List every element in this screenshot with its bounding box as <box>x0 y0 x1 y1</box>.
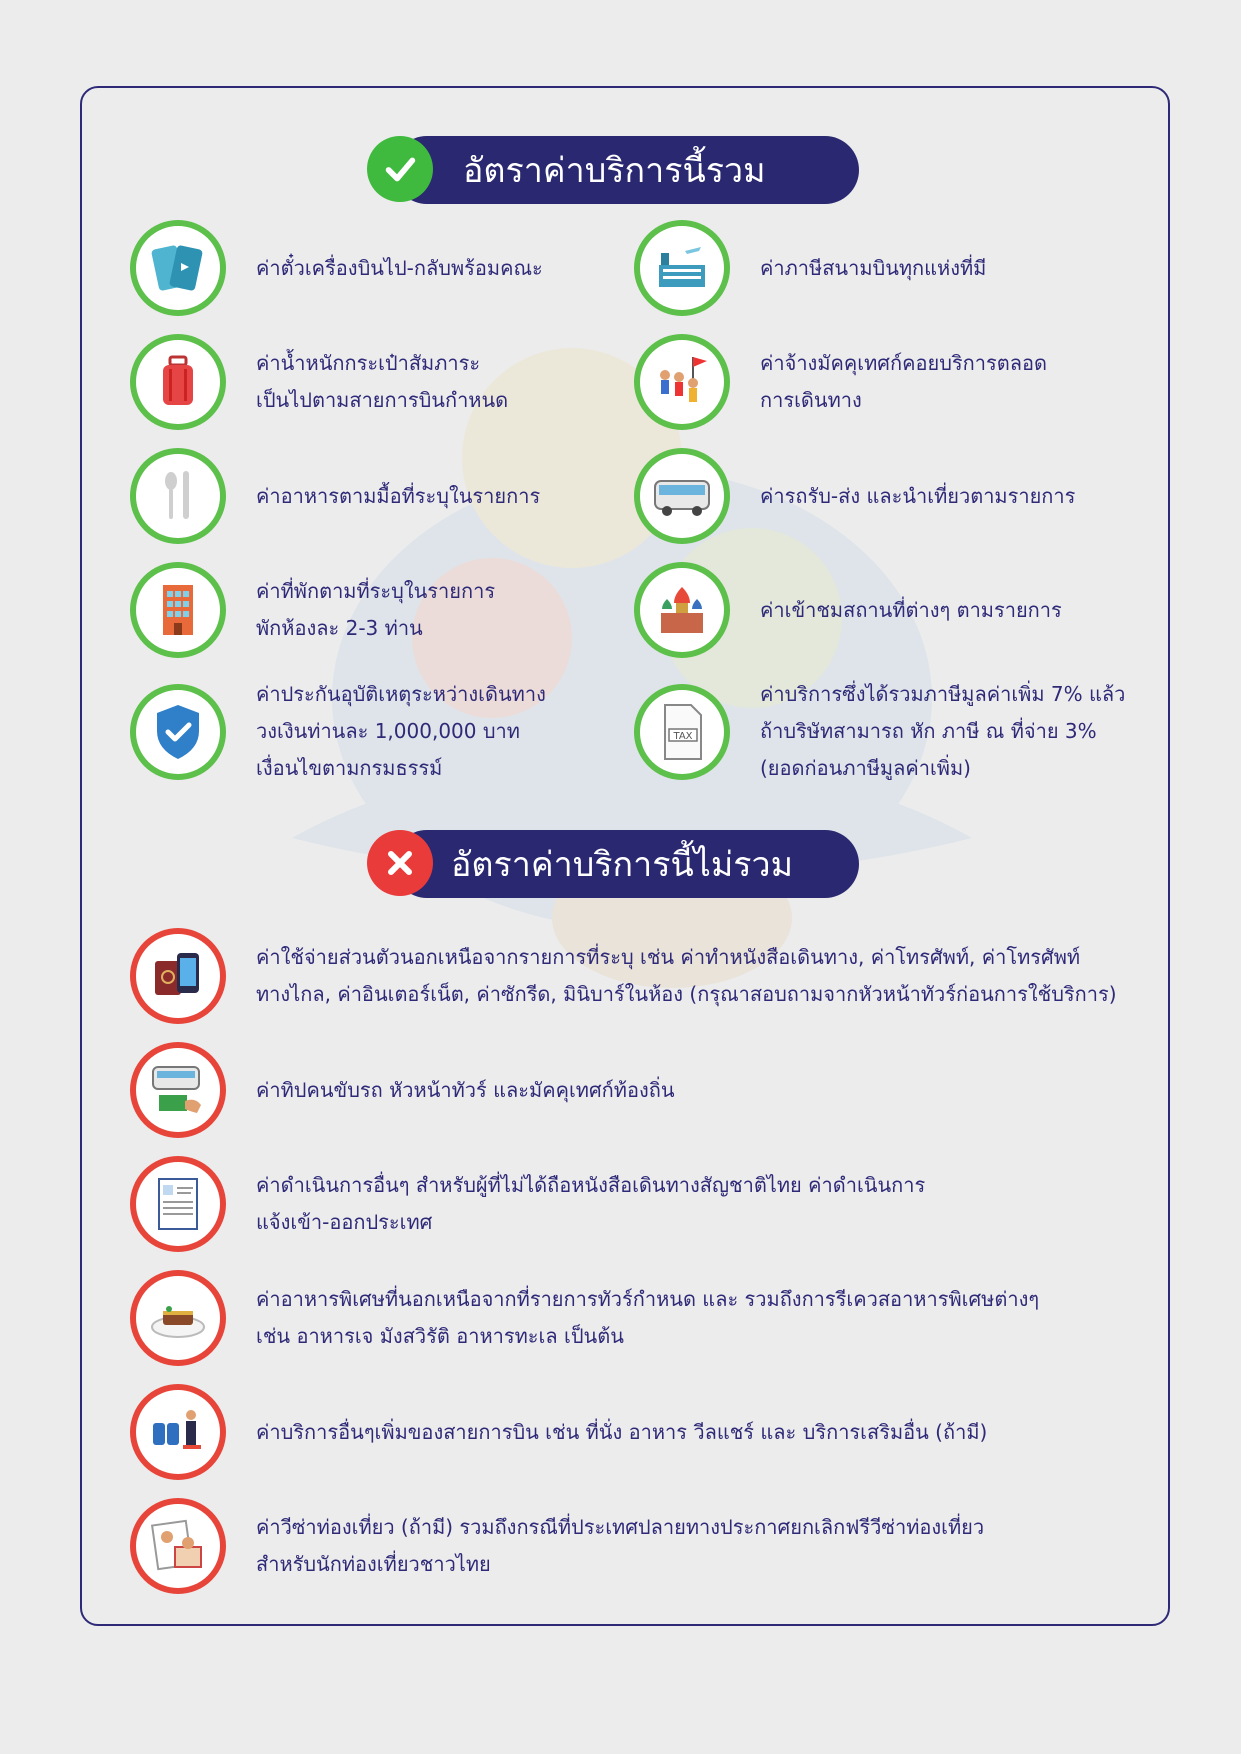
item-line: ค่าภาษีสนามบินทุกแห่งที่มี <box>760 255 987 280</box>
included-item <box>130 334 508 430</box>
item-line: ค่าบริการอื่นๆเพิ่มของสายการบิน เช่น ที่นั่ง อาหาร วีลแชร์ และ บริการเสริมอื่น (ถ้ามี) <box>256 1419 988 1444</box>
passport-phone-icon <box>130 928 226 1024</box>
item-line: (ยอดก่อนภาษีมูลค่าเพิ่ม) <box>760 756 971 780</box>
special-meal-icon <box>130 1270 226 1366</box>
item-line: ค่าเข้าชมสถานที่ต่างๆ ตามรายการ <box>760 597 1062 622</box>
item-line: วงเงินท่านละ 1,000,000 บาท <box>256 719 520 743</box>
item-line: ค่าใช้จ่ายส่วนตัวนอกเหนือจากรายการที่ระบุ เช่น ค่าทำหนังสือเดินทาง, ค่าโทรศัพท์, ค่าโทรศัพท์ <box>256 945 1081 969</box>
item-line: เช่น อาหารเจ มังสวิรัติ อาหารทะเล เป็นต้น <box>256 1324 624 1348</box>
item-line: พักห้องละ 2-3 ท่าน <box>256 616 423 640</box>
excluded-item <box>130 928 1117 1024</box>
ticket-icon <box>130 220 226 316</box>
item-line: ค่าน้ำหนักกระเป๋าสัมภาระ <box>256 351 481 375</box>
item-line: ค่าตั๋วเครื่องบินไป-กลับพร้อมคณะ <box>256 255 543 280</box>
item-line: ค่าดำเนินการอื่นๆ สำหรับผู้ที่ไม่ได้ถือหนังสือเดินทางสัญชาติไทย ค่าดำเนินการ <box>256 1173 926 1197</box>
excluded-item <box>130 1384 987 1480</box>
item-line: ค่าบริการซึ่งได้รวมภาษีมูลค่าเพิ่ม 7% แล้ว <box>760 682 1126 706</box>
item-line: เป็นไปตามสายการบินกำหนด <box>256 388 509 412</box>
landmark-icon <box>634 562 730 658</box>
item-line: ค่าประกันอุบัติเหตุระหว่างเดินทาง <box>256 682 546 706</box>
item-line: การเดินทาง <box>760 388 862 412</box>
tax-label: TAX <box>673 730 693 742</box>
included-item <box>130 220 543 316</box>
suitcase-icon <box>130 334 226 430</box>
check-icon <box>367 136 433 202</box>
service-rate-card <box>80 86 1170 1626</box>
included-item <box>130 676 546 787</box>
included-item <box>634 334 1047 430</box>
item-line: ค่าอาหารพิเศษที่นอกเหนือจากที่รายการทัวร์กำหนด และ รวมถึงการรีเควสอาหารพิเศษต่างๆ <box>256 1287 1040 1311</box>
hotel-icon <box>130 562 226 658</box>
airport-icon <box>634 220 730 316</box>
item-line: ถ้าบริษัทสามารถ หัก ภาษี ณ ที่จ่าย 3% <box>760 719 1097 743</box>
item-line: ค่าจ้างมัคคุเทศก์คอยบริการตลอด <box>760 351 1047 375</box>
item-line: เงื่อนไขตามกรมธรรม์ <box>256 756 443 780</box>
item-line: สำหรับนักท่องเที่ยวชาวไทย <box>256 1552 491 1576</box>
item-line: แจ้งเข้า-ออกประเทศ <box>256 1210 433 1234</box>
included-item <box>634 448 1075 544</box>
form-document-icon <box>130 1156 226 1252</box>
item-line: ค่าที่พักตามที่ระบุในรายการ <box>256 579 496 603</box>
item-line: ค่าอาหารตามมื้อที่ระบุในรายการ <box>256 483 541 508</box>
included-item <box>634 220 986 316</box>
shield-check-icon <box>130 684 226 780</box>
item-line: ค่าวีซ่าท่องเที่ยว (ถ้ามี) รวมถึงกรณีที่ประเทศปลายทางประกาศยกเลิกฟรีวีซ่าท่องเที่ยว <box>256 1515 985 1539</box>
included-item <box>130 562 495 658</box>
tax-document-icon <box>634 684 730 780</box>
included-title: อัตราค่าบริการนี้รวม <box>393 136 859 204</box>
item-line: ทางไกล, ค่าอินเตอร์เน็ต, ค่าซักรีด, มินิบาร์ในห้อง (กรุณาสอบถามจากหัวหน้าทัวร์ก่อนการใช้บริการ) <box>256 982 1117 1006</box>
tour-guide-icon <box>634 334 730 430</box>
utensils-icon <box>130 448 226 544</box>
included-item <box>634 676 1125 787</box>
tip-money-icon <box>130 1042 226 1138</box>
excluded-title: อัตราค่าบริการนี้ไม่รวม <box>393 830 859 898</box>
excluded-item <box>130 1270 1039 1366</box>
included-item <box>634 562 1062 658</box>
airline-seat-icon <box>130 1384 226 1480</box>
excluded-item <box>130 1156 925 1252</box>
excluded-item <box>130 1042 675 1138</box>
cross-icon <box>367 830 433 896</box>
included-item <box>130 448 540 544</box>
item-line: ค่ารถรับ-ส่ง และนำเที่ยวตามรายการ <box>760 483 1076 508</box>
excluded-item <box>130 1498 984 1594</box>
visa-icon <box>130 1498 226 1594</box>
item-line: ค่าทิปคนขับรถ หัวหน้าทัวร์ และมัคคุเทศก์ท้องถิ่น <box>256 1077 675 1102</box>
bus-icon <box>634 448 730 544</box>
